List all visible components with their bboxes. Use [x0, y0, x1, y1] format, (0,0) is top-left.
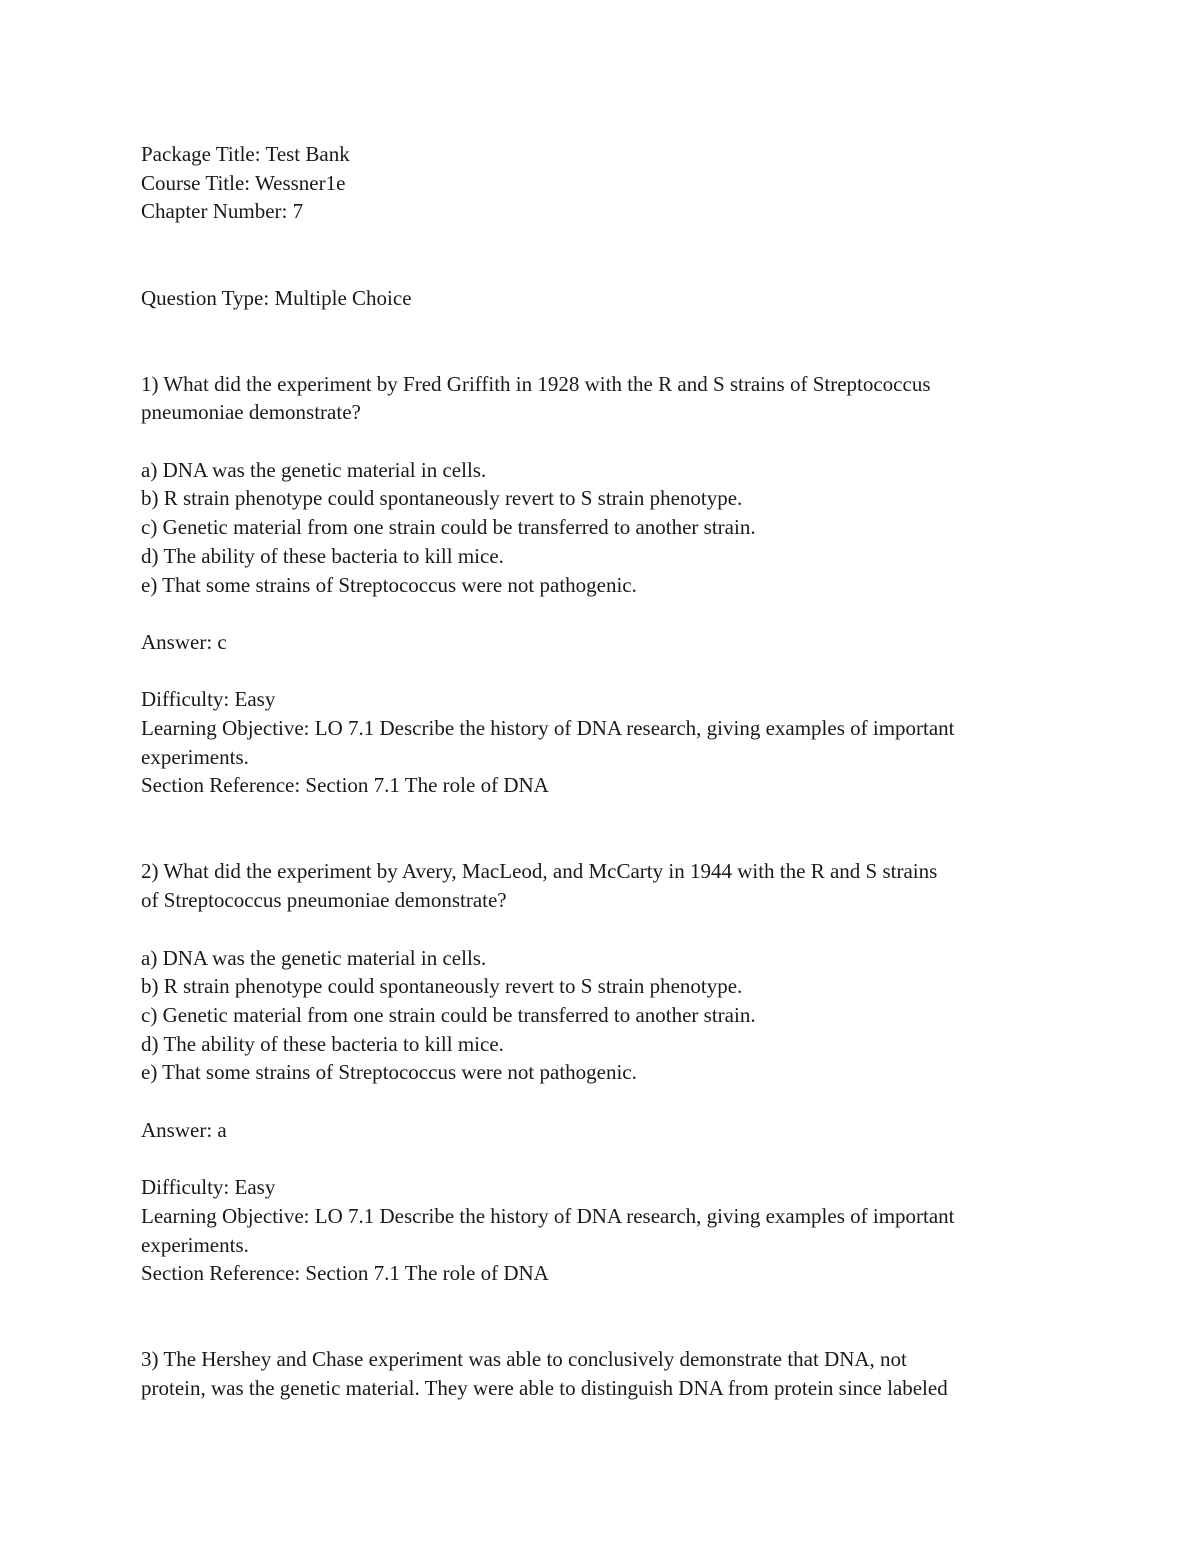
learning-objective: Learning Objective: LO 7.1 Describe the history of DNA research, giving examples of important	[141, 715, 955, 740]
answer-option-d: d) The ability of these bacteria to kill mice.	[141, 543, 504, 568]
answer-option-b: b) R strain phenotype could spontaneously revert to S strain phenotype.	[141, 974, 743, 999]
package-title: Package Title: Test Bank	[141, 142, 350, 166]
document-body	[141, 140, 1061, 1403]
question-stem: 2) What did the experiment by Avery, MacLeod, and McCarty in 1944 with the R and S strains	[141, 859, 938, 884]
question-2	[141, 857, 1061, 1288]
answer-option-c: c) Genetic material from one strain could be transferred to another strain.	[141, 1002, 756, 1027]
answer-option-e: e) That some strains of Streptococcus were not pathogenic.	[141, 1060, 637, 1085]
difficulty: Difficulty: Easy	[141, 1175, 276, 1200]
section-reference: Section Reference: Section 7.1 The role of DNA	[141, 773, 549, 798]
answer-option-c: c) Genetic material from one strain could be transferred to another strain.	[141, 515, 756, 540]
question-stem: pneumoniae demonstrate?	[141, 400, 361, 425]
answer-option-e: e) That some strains of Streptococcus were not pathogenic.	[141, 572, 637, 597]
answer-key: Answer: c	[141, 629, 227, 654]
question-stem: protein, was the genetic material. They were able to distinguish DNA from protein since labeled	[141, 1376, 948, 1401]
learning-objective: experiments.	[141, 1232, 249, 1257]
difficulty: Difficulty: Easy	[141, 687, 276, 712]
question-1	[141, 370, 1061, 801]
learning-objective: Learning Objective: LO 7.1 Describe the history of DNA research, giving examples of important	[141, 1203, 955, 1228]
answer-option-d: d) The ability of these bacteria to kill mice.	[141, 1031, 504, 1056]
course-title: Course Title: Wessner1e	[141, 170, 346, 195]
question-stem: 3) The Hershey and Chase experiment was able to conclusively demonstrate that DNA, not	[141, 1347, 907, 1372]
chapter-number: Chapter Number: 7	[141, 199, 304, 224]
section-reference: Section Reference: Section 7.1 The role of DNA	[141, 1261, 549, 1286]
question-stem: 1) What did the experiment by Fred Griffith in 1928 with the R and S strains of Streptococcus	[141, 371, 931, 396]
question-type: Question Type: Multiple Choice	[141, 285, 412, 310]
answer-option-b: b) R strain phenotype could spontaneously revert to S strain phenotype.	[141, 486, 743, 511]
question-stem: of Streptococcus pneumoniae demonstrate?	[141, 888, 507, 913]
header-block	[141, 140, 1061, 226]
learning-objective: experiments.	[141, 744, 249, 769]
answer-key: Answer: a	[141, 1117, 227, 1142]
answer-option-a: a) DNA was the genetic material in cells.	[141, 945, 487, 970]
question-3	[141, 1345, 1061, 1402]
answer-option-a: a) DNA was the genetic material in cells.	[141, 457, 487, 482]
